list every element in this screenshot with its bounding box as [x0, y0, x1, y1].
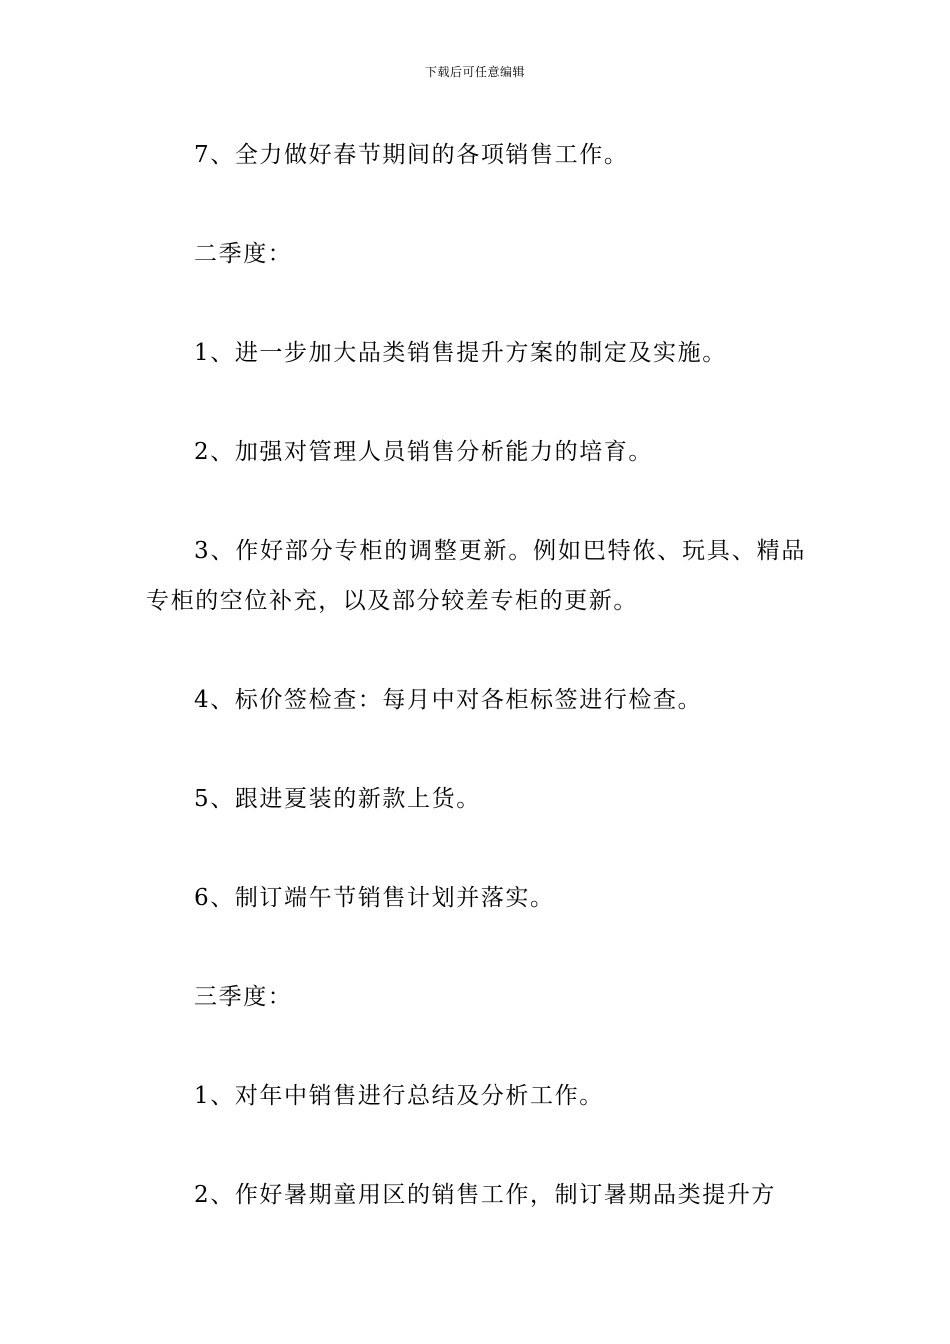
- paragraph: 2、加强对管理人员销售分析能力的培育。: [194, 439, 654, 465]
- header-note: 下载后可任意编辑: [424, 65, 525, 79]
- document-body: [146, 130, 806, 1220]
- section-heading: 三季度：: [194, 984, 293, 1010]
- paragraph: 1、进一步加大品类销售提升方案的制定及实施。: [194, 340, 727, 366]
- paragraph: 5、跟进夏装的新款上货。: [194, 786, 481, 812]
- paragraph: 2、作好暑期童用区的销售工作，制订暑期品类提升方: [194, 1182, 777, 1208]
- paragraph: 4、标价签检查：每月中对各柜标签进行检查。: [194, 687, 703, 713]
- paragraph: 1、对年中销售进行总结及分析工作。: [194, 1083, 604, 1109]
- section-heading: 二季度：: [194, 241, 293, 267]
- paragraph: 7、全力做好春节期间的各项销售工作。: [194, 142, 629, 168]
- paragraph: 3、作好部分专柜的调整更新。例如巴特侬、玩具、精品专柜的空位补充，以及部分较差专柜的更新。: [146, 538, 806, 614]
- paragraph: 6、制订端午节销售计划并落实。: [194, 885, 555, 911]
